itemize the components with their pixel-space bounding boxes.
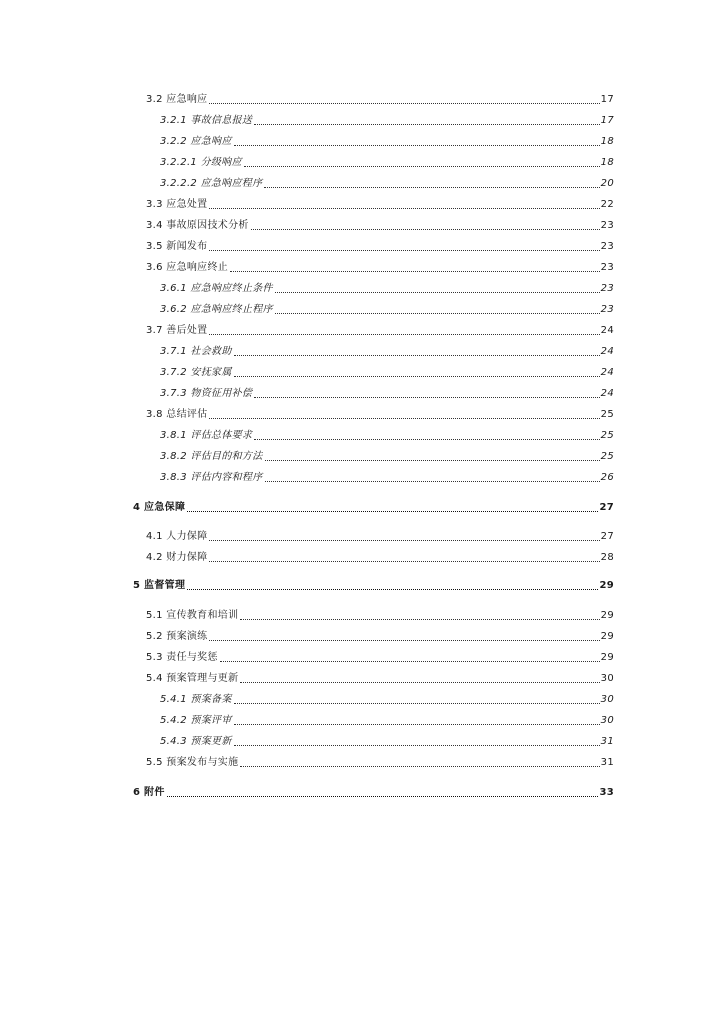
toc-entry-label: 5 监督管理 [133,580,186,591]
toc-entry-label: 3.2.2.1 分级响应 [160,157,242,168]
toc-entry-6[interactable] [133,786,614,800]
toc-entry-3-5[interactable] [146,240,614,254]
dot-leader [209,208,599,209]
toc-entry-label: 3.2.2 应急响应 [160,136,232,147]
toc-entry-3-7-2[interactable] [160,366,614,380]
toc-entry-label: 5.4 预案管理与更新 [146,673,239,684]
toc-entry-3-6[interactable] [146,261,614,275]
toc-entry-label: 3.2.1 事故信息报送 [160,115,253,126]
toc-entry-page: 18 [600,157,614,168]
toc-entry-label: 3.5 新闻发布 [146,241,208,252]
dot-leader [234,145,600,146]
toc-entry-label: 3.2 应急响应 [146,94,208,105]
toc-entry-5-5[interactable] [146,756,614,770]
toc-entry-label: 5.2 预案演练 [146,631,208,642]
dot-leader [209,640,599,641]
toc-entry-page: 31 [600,757,614,768]
toc-entry-page: 30 [600,694,614,705]
toc-entry-3-2-2-2[interactable] [160,177,614,191]
toc-entry-3-7-1[interactable] [160,345,614,359]
toc-entry-page: 17 [600,94,614,105]
dot-leader [264,187,599,188]
toc-entry-page: 25 [600,430,614,441]
dot-leader [209,334,599,335]
toc-entry-5-4-1[interactable] [160,693,614,707]
toc-entry-page: 20 [600,178,614,189]
toc-entry-3-4[interactable] [146,219,614,233]
toc-entry-5-4-3[interactable] [160,735,614,749]
dot-leader [234,745,600,746]
toc-entry-page: 24 [600,367,614,378]
dot-leader [275,313,600,314]
toc-entry-label: 4.2 财力保障 [146,552,208,563]
toc-entry-label: 3.8 总结评估 [146,409,208,420]
dot-leader [240,682,599,683]
toc-entry-3-2-1[interactable] [160,114,614,128]
toc-entry-3-8[interactable] [146,408,614,422]
toc-entry-label: 5.4.2 预案评审 [160,715,232,726]
dot-leader [254,397,599,398]
toc-entry-page: 18 [600,136,614,147]
dot-leader [265,460,600,461]
toc-entry-5-2[interactable] [146,630,614,644]
dot-leader [209,250,599,251]
toc-entry-page: 30 [600,673,614,684]
toc-entry-label: 5.3 责任与奖惩 [146,652,218,663]
dot-leader [234,724,600,725]
dot-leader [209,103,599,104]
toc-entry-4-1[interactable] [146,530,614,544]
toc-entry-3-6-2[interactable] [160,303,614,317]
toc-entry-page: 25 [600,409,614,420]
toc-entry-5-3[interactable] [146,651,614,665]
dot-leader [187,511,598,512]
toc-entry-page: 25 [600,451,614,462]
toc-entry-page: 23 [600,262,614,273]
toc-entry-label: 6 附件 [133,787,165,798]
dot-leader [265,481,600,482]
toc-entry-3-8-2[interactable] [160,450,614,464]
toc-entry-page: 24 [600,388,614,399]
toc-entry-3-6-1[interactable] [160,282,614,296]
dot-leader [234,355,600,356]
toc-entry-page: 22 [600,199,614,210]
toc-entry-3-2-2[interactable] [160,135,614,149]
dot-leader [254,124,599,125]
toc-entry-3-7-3[interactable] [160,387,614,401]
toc-entry-4[interactable] [133,501,614,515]
toc-entry-page: 26 [600,472,614,483]
toc-entry-label: 3.7.3 物资征用补偿 [160,388,253,399]
dot-leader [209,561,599,562]
toc-entry-page: 33 [599,787,614,798]
toc-entry-page: 23 [600,220,614,231]
toc-entry-5-4-2[interactable] [160,714,614,728]
toc-entry-page: 23 [600,304,614,315]
toc-entry-label: 3.8.3 评估内容和程序 [160,472,263,483]
toc-entry-page: 29 [600,652,614,663]
toc-entry-page: 29 [599,580,614,591]
toc-entry-label: 4 应急保障 [133,502,186,513]
toc-entry-page: 29 [600,631,614,642]
dot-leader [230,271,600,272]
toc-entry-3-2-2-1[interactable] [160,156,614,170]
toc-entry-5[interactable] [133,579,614,593]
toc-entry-page: 23 [600,241,614,252]
dot-leader [220,661,600,662]
toc-entry-label: 3.7.1 社会救助 [160,346,232,357]
toc-entry-3-8-1[interactable] [160,429,614,443]
toc-entry-5-4[interactable] [146,672,614,686]
toc-entry-label: 3.8.2 评估目的和方法 [160,451,263,462]
dot-leader [244,166,600,167]
toc-entry-3-7[interactable] [146,324,614,338]
toc-entry-page: 23 [600,283,614,294]
toc-entry-label: 3.8.1 评估总体要求 [160,430,253,441]
toc-entry-label: 3.2.2.2 应急响应程序 [160,178,263,189]
toc-entry-4-2[interactable] [146,551,614,565]
dot-leader [240,766,599,767]
dot-leader [209,418,599,419]
toc-entry-label: 5.1 宣传教育和培训 [146,610,239,621]
toc-entry-page: 24 [600,346,614,357]
dot-leader [234,703,600,704]
toc-entry-label: 5.4.1 预案备案 [160,694,232,705]
toc-entry-page: 29 [600,610,614,621]
toc-entry-label: 3.7 善后处置 [146,325,208,336]
toc-entry-page: 27 [599,502,614,513]
dot-leader [240,619,599,620]
dot-leader [254,439,599,440]
dot-leader [167,796,599,797]
toc-entry-label: 5.5 预案发布与实施 [146,757,239,768]
toc-entry-page: 31 [600,736,614,747]
toc-entry-3-2[interactable] [146,93,614,107]
toc-entry-label: 3.6 应急响应终止 [146,262,229,273]
toc-entry-label: 3.6.1 应急响应终止条件 [160,283,273,294]
toc-entry-label: 3.6.2 应急响应终止程序 [160,304,273,315]
dot-leader [251,229,600,230]
dot-leader [234,376,600,377]
toc-entry-page: 30 [600,715,614,726]
toc-entry-label: 4.1 人力保障 [146,531,208,542]
dot-leader [275,292,600,293]
dot-leader [187,589,598,590]
toc-entry-label: 3.7.2 安抚家属 [160,367,232,378]
toc-entry-label: 3.4 事故原因技术分析 [146,220,249,231]
toc-entry-label: 3.3 应急处置 [146,199,208,210]
toc-entry-5-1[interactable] [146,609,614,623]
toc-entry-3-8-3[interactable] [160,471,614,485]
toc-entry-page: 27 [600,531,614,542]
toc-entry-label: 5.4.3 预案更新 [160,736,232,747]
toc-entry-page: 17 [600,115,614,126]
toc-entry-3-3[interactable] [146,198,614,212]
dot-leader [209,540,599,541]
toc-entry-page: 28 [600,552,614,563]
toc-entry-page: 24 [600,325,614,336]
